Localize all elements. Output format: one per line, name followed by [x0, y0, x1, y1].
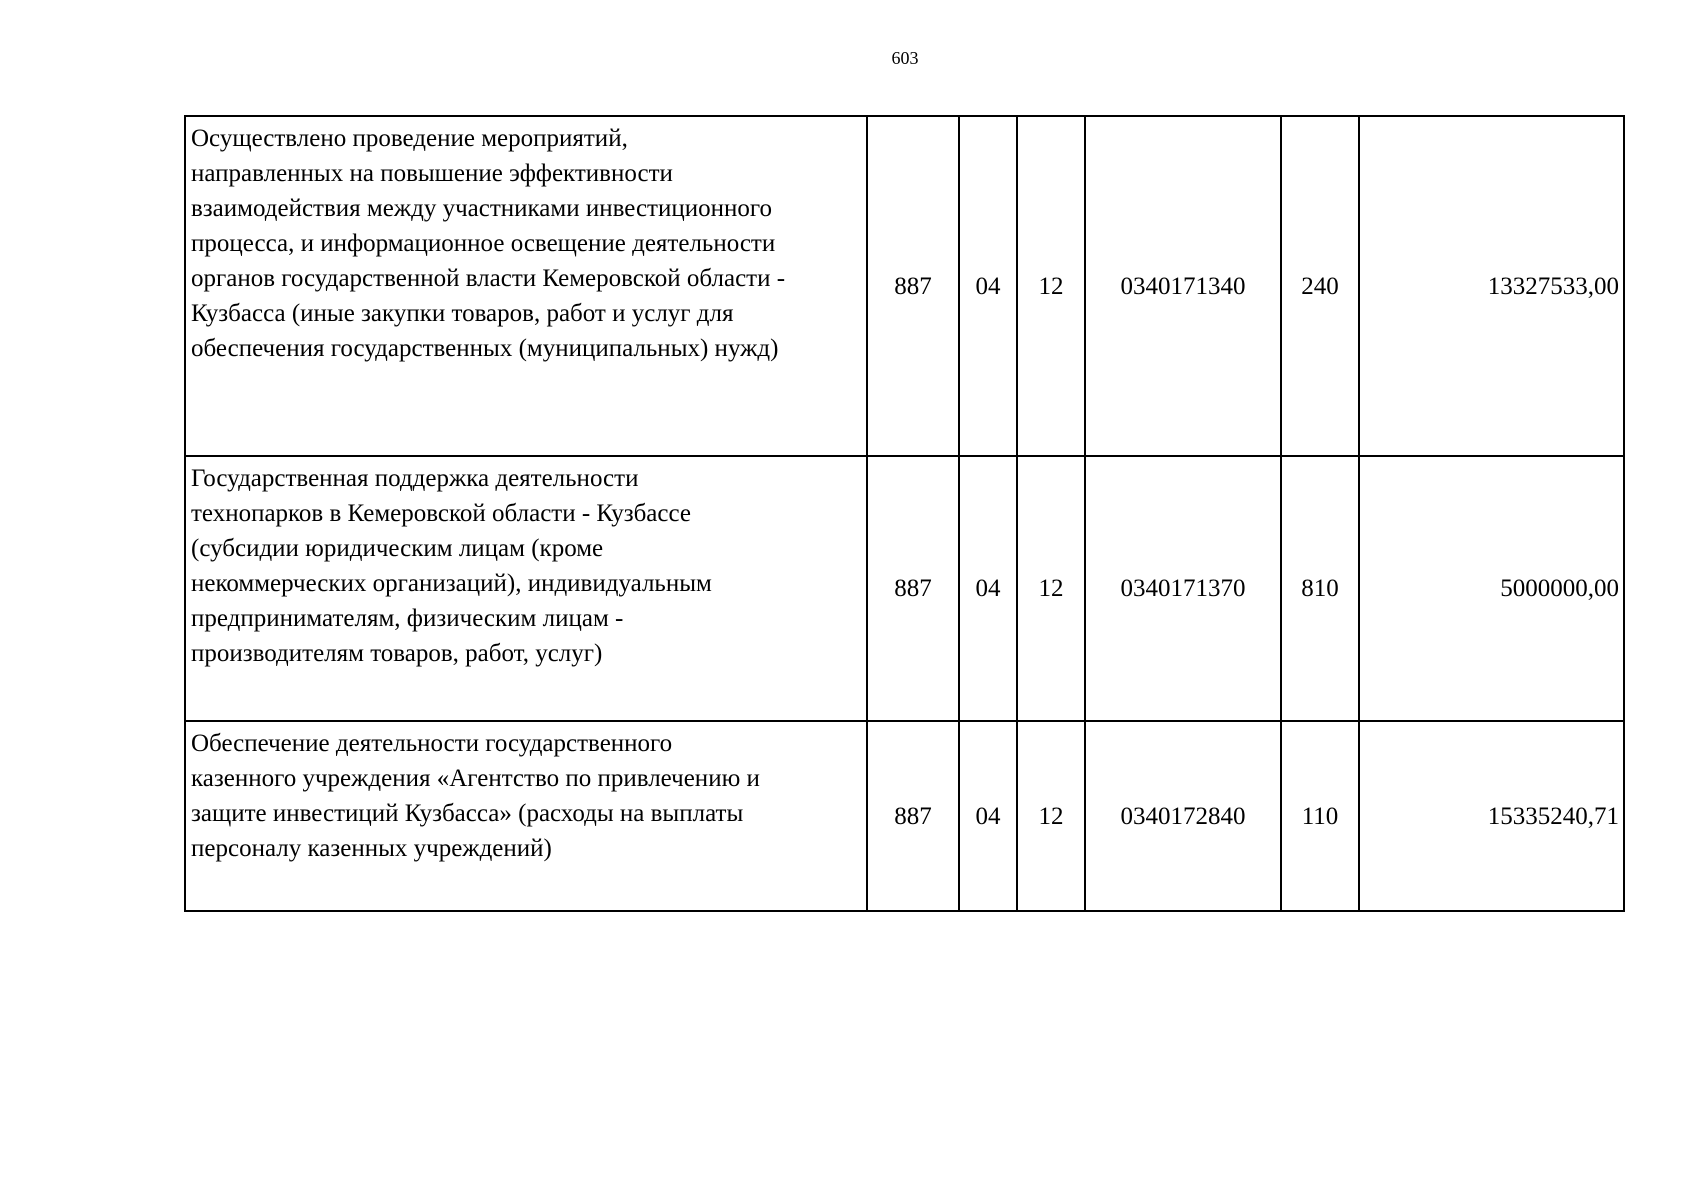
ministry-code-cell: 887	[867, 721, 959, 911]
expense-type-cell: 240	[1281, 116, 1359, 456]
description-cell	[185, 116, 867, 456]
description-text: Обеспечение деятельности государственного казенного учреждения «Агентство по привлечению и защите инвестиций Кузбасса» (расходы на выплаты персоналу казенных учреждений)	[191, 730, 760, 862]
subsection-code-cell: 12	[1017, 721, 1085, 911]
description-cell	[185, 721, 867, 911]
ministry-code-cell: 887	[867, 456, 959, 721]
expense-type-cell: 810	[1281, 456, 1359, 721]
target-article-cell: 0340171370	[1085, 456, 1281, 721]
amount-cell: 5000000,00	[1359, 456, 1624, 721]
subsection-code-cell: 12	[1017, 116, 1085, 456]
description-text: Осуществлено проведение мероприятий, направленных на повышение эффективности взаимодействия между участниками инвестиционного процесса, и информационное освещение деятельности органов государственной власти Кемеровской области - Кузбасса (иные закупки товаров, работ и услуг для обеспечения государственных (муниципальных) нужд)	[191, 125, 786, 362]
ministry-code-cell: 887	[867, 116, 959, 456]
section-code-cell: 04	[959, 116, 1017, 456]
budget-table	[184, 115, 1625, 912]
section-code-cell: 04	[959, 456, 1017, 721]
table-row	[185, 456, 1624, 721]
description-cell	[185, 456, 867, 721]
subsection-code-cell: 12	[1017, 456, 1085, 721]
table-row	[185, 116, 1624, 456]
expense-type-cell: 110	[1281, 721, 1359, 911]
table-row	[185, 721, 1624, 911]
amount-cell: 15335240,71	[1359, 721, 1624, 911]
amount-cell: 13327533,00	[1359, 116, 1624, 456]
page-number: 603	[891, 48, 919, 68]
target-article-cell: 0340172840	[1085, 721, 1281, 911]
section-code-cell: 04	[959, 721, 1017, 911]
target-article-cell: 0340171340	[1085, 116, 1281, 456]
description-text: Государственная поддержка деятельности технопарков в Кемеровской области - Кузбассе (субсидии юридическим лицам (кроме некоммерческих организаций), индивидуальным предпринимателям, физическим лицам - производителям товаров, работ, услуг)	[191, 465, 712, 667]
